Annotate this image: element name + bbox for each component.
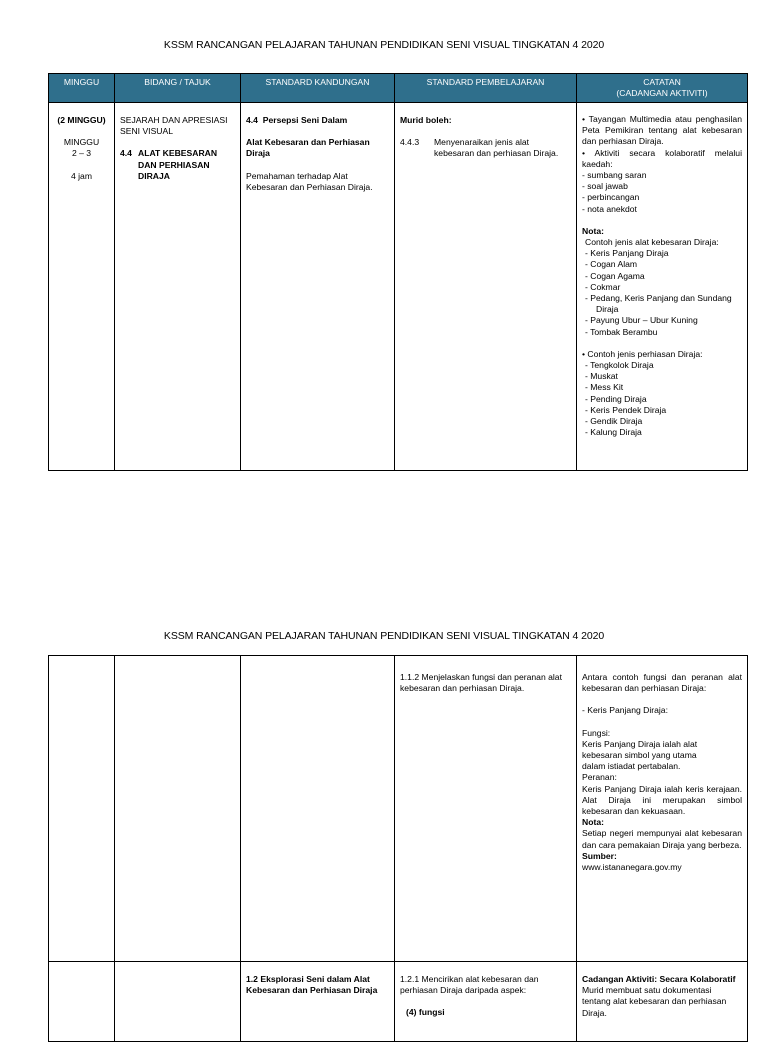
nota-text: Setiap negeri mempunyai alat kebesaran dan cara pemakaian Diraja yang berbeza.: [582, 828, 742, 850]
catatan-paragraph-2: • Aktiviti secara kolaboratif melalui kaedah:: [582, 147, 742, 169]
sp-item: [400, 137, 571, 159]
perhiasan-list-item: - Tengkolok Diraja: [585, 360, 654, 371]
alat-list-item: Diraja: [596, 304, 619, 315]
perhiasan-list-item: - Keris Pendek Diraja: [585, 404, 667, 415]
table-row: [49, 103, 748, 471]
standard-kandungan-cell: [241, 656, 395, 962]
method-list-item: - perbincangan: [582, 192, 640, 203]
sp-intro: Murid boleh:: [400, 115, 452, 125]
peranan-label: Peranan:: [582, 772, 617, 783]
table-row: [49, 656, 748, 962]
alat-intro: Contoh jenis alat kebesaran Diraja:: [585, 237, 719, 248]
header-standard-pembelajaran: STANDARD PEMBELAJARAN: [395, 74, 577, 103]
lesson-plan-table-continued: [48, 655, 748, 1042]
minggu-cell: [49, 103, 115, 471]
page-title: KSSM RANCANGAN PELAJARAN TAHUNAN PENDIDIKAN SENI VISUAL TINGKATAN 4 2020: [163, 39, 605, 51]
nota-label: Nota:: [582, 225, 604, 236]
perhiasan-list-item: - Muskat: [585, 371, 618, 382]
alat-list-item: - Cogan Alam: [585, 259, 638, 270]
fungsi-label: Fungsi:: [582, 727, 611, 738]
alat-list-item: - Pedang, Keris Panjang dan Sundang: [585, 293, 732, 304]
peranan-text: Keris Panjang Diraja ialah keris kerajaan. Alat Diraja ini merupakan simbol kebesaran dan kekuasaan.: [582, 783, 742, 817]
bidang-topic-text: ALAT KEBESARAN DAN PERHIASAN DIRAJA: [138, 148, 218, 181]
header-minggu: MINGGU: [49, 74, 115, 103]
catatan-intro: Antara contoh fungsi dan peranan alat kebesaran dan perhiasan Diraja:: [582, 672, 742, 694]
alat-list-item: - Tombak Berambu: [585, 326, 658, 337]
sp-subitem: (4) fungsi: [406, 1007, 445, 1018]
bidang-topic: [120, 148, 235, 182]
standard-pembelajaran-cell: [395, 103, 577, 471]
table-row: [49, 962, 748, 1042]
standard-pembelajaran-cell: [395, 656, 577, 962]
header-bidang-tajuk: BIDANG / TAJUK: [115, 74, 241, 103]
standard-kandungan-cell: [241, 103, 395, 471]
minggu-cell: [49, 656, 115, 962]
minggu-cell: [49, 962, 115, 1042]
alat-list-item: - Cogan Agama: [585, 270, 645, 281]
catatan-cell: [577, 103, 748, 471]
header-standard-kandungan: STANDARD KANDUNGAN: [241, 74, 395, 103]
minggu-hours: 4 jam: [70, 170, 92, 181]
perhiasan-intro: • Contoh jenis perhiasan Diraja:: [582, 348, 703, 359]
sp-item-text: 1.1.2 Menjelaskan fungsi dan peranan alat kebesaran dan perhiasan Diraja.: [400, 672, 562, 694]
method-list-item: - nota anekdot: [582, 203, 637, 214]
sk-number: 4.4: [246, 115, 258, 125]
method-list-item: - soal jawab: [582, 181, 628, 192]
sk-text: Pemahaman terhadap Alat Kebesaran dan Perhiasan Diraja.: [246, 170, 373, 192]
perhiasan-list-item: - Kalung Diraja: [585, 427, 642, 438]
catatan-text: Murid membuat satu dokumentasi tentang alat kebesaran dan perhiasan Diraja.: [582, 985, 727, 1018]
sp-item-number: 4.4.3: [400, 137, 420, 148]
header-catatan-sub: (CADANGAN AKTIVITI): [616, 87, 708, 98]
lesson-plan-table: [48, 73, 748, 471]
bidang-topic-number: 4.4: [120, 148, 132, 159]
bidang-title: SEJARAH DAN APRESIASI SENI VISUAL: [120, 115, 228, 137]
catatan-cell: [577, 962, 748, 1042]
alat-list-item: - Keris Panjang Diraja: [585, 248, 669, 259]
catatan-cell: [577, 656, 748, 962]
header-catatan-label: CATATAN: [643, 77, 681, 87]
sk-heading-text: Persepsi Seni Dalam: [262, 115, 348, 125]
minggu-label: MINGGU: [63, 137, 100, 148]
perhiasan-list-item: - Gendik Diraja: [585, 416, 643, 427]
minggu-weeks: (2 MINGGU): [57, 115, 106, 125]
nota-label: Nota:: [582, 817, 604, 828]
catatan-item: - Keris Panjang Diraja:: [582, 705, 668, 716]
perhiasan-list-item: - Mess Kit: [585, 382, 624, 393]
perhiasan-list-item: - Pending Diraja: [585, 393, 647, 404]
standard-pembelajaran-cell: [395, 962, 577, 1042]
alat-list-item: - Cokmar: [585, 281, 621, 292]
sp-item-text: 1.2.1 Mencirikan alat kebesaran dan perhiasan Diraja daripada aspek:: [400, 974, 539, 996]
sumber-text: www.istananegara.gov.my: [582, 862, 682, 873]
minggu-range: 2 – 3: [71, 148, 92, 159]
sumber-label: Sumber:: [582, 850, 617, 861]
bidang-cell: [115, 103, 241, 471]
alat-list-item: - Payung Ubur – Ubur Kuning: [585, 315, 698, 326]
catatan-paragraph-1: • Tayangan Multimedia atau penghasilan Peta Pemikiran tentang alat kebesaran dan perhiasan Diraja.: [582, 114, 742, 147]
table-header-row: [49, 74, 748, 103]
bidang-cell: [115, 656, 241, 962]
bidang-cell: [115, 962, 241, 1042]
method-list-item: - sumbang saran: [582, 170, 647, 181]
sk-heading: [246, 115, 389, 126]
catatan-title: Cadangan Aktiviti: Secara Kolaboratif: [582, 974, 736, 984]
page-title: KSSM RANCANGAN PELAJARAN TAHUNAN PENDIDIKAN SENI VISUAL TINGKATAN 4 2020: [163, 630, 605, 642]
fungsi-text: Keris Panjang Diraja ialah alat kebesaran simbol yang utama dalam istiadat pertabalan.: [582, 738, 698, 772]
sk-heading: 1.2 Eksplorasi Seni dalam Alat Kebesaran dan Perhiasan Diraja: [246, 974, 378, 996]
sk-subheading: Alat Kebesaran dan Perhiasan Diraja: [246, 137, 370, 159]
sp-item-text: Menyenaraikan jenis alat kebesaran dan perhiasan Diraja.: [434, 137, 559, 159]
standard-kandungan-cell: [241, 962, 395, 1042]
header-catatan: [577, 74, 748, 103]
